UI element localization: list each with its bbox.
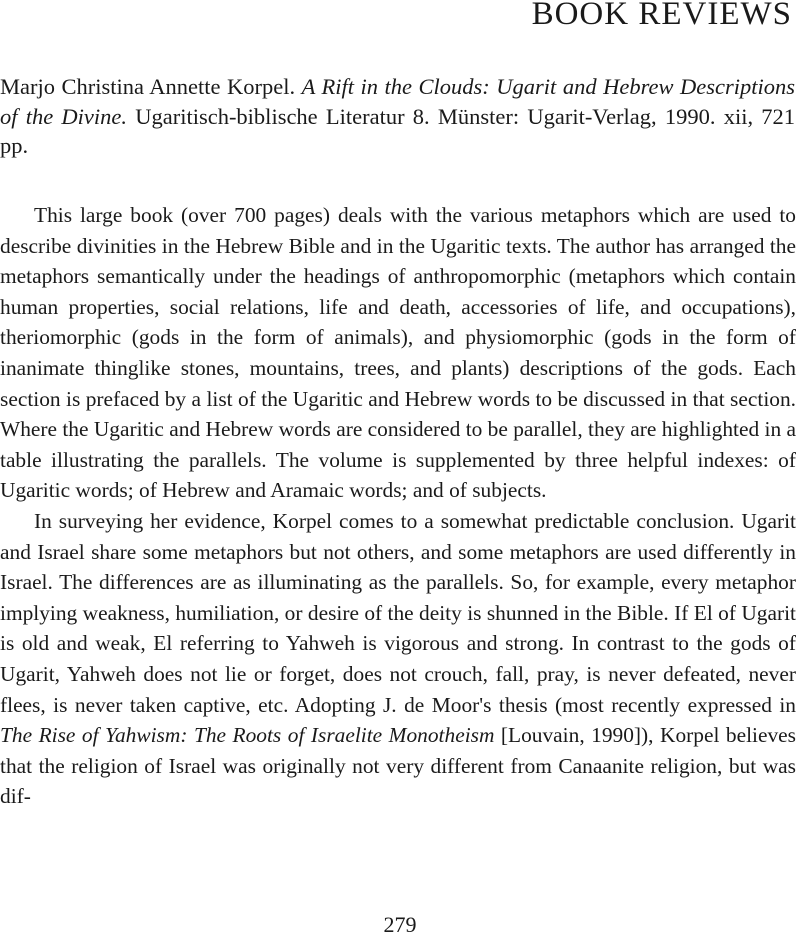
- review-paragraph-2-start: In surveying her evidence, Korpel comes to a somewhat predictable conclusion. Ugarit and Israel share some metaphors but not others, and some metaphors are used differently in Israel. The differences are as illuminating as the parallels. So, for example, every metaphor implying weakness, humiliation, or desire of the deity is shunned in the Bible. If El of Ugarit is old and weak, El referring to Yahweh is vigorous and strong. In contrast to the gods of Ugarit, Yahweh does not lie or forget, does not crouch, fall, pray, is never defeated, never flees, is never taken captive, etc. Adopting J. de Moor's thesis (most recently expressed in: [0, 508, 796, 717]
- citation-title: A Rift in the Clouds: Ugarit and Hebrew Descriptions of the Divine.: [0, 74, 795, 129]
- review-paragraph-1: This large book (over 700 pages) deals with the various metaphors which are used to describe divinities in the Hebrew Bible and in the Ugaritic texts. The author has arranged the metaphors semantically under the headings of anthropomorphic (metaphors which contain human properties, social relations, life and death, accessories of life, and occupations), theriomorphic (gods in the form of animals), and physiomorphic (gods in the form of inanimate thinglike stones, mountains, trees, and plants) descriptions of the gods. Each section is prefaced by a list of the Ugaritic and Hebrew words to be discussed in that section. Where the Ugaritic and Hebrew words are considered to be parallel, they are highlighted in a table illustrating the parallels. The volume is supplemented by three helpful indexes: of Ugaritic words; of Hebrew and Aramaic words; and of subjects.: [0, 203, 796, 503]
- cited-book-title: The Rise of Yahwism: The Roots of Israelite Monotheism: [0, 723, 495, 748]
- citation-publication: Münster: Ugarit-Verlag, 1990. xii, 721 pp.: [0, 103, 796, 158]
- running-head: BOOK REVIEWS: [531, 0, 792, 32]
- book-citation: [0, 72, 795, 161]
- review-paragraph-2-end: [Louvain, 1990]), Korpel believes that the religion of Israel was originally not very different from Canaanite religion, but was dif-: [0, 723, 796, 809]
- review-body: [0, 200, 796, 812]
- review-paragraph-2: [0, 506, 796, 812]
- citation-author: Marjo Christina Annette Korpel.: [0, 74, 296, 99]
- citation-series: Ugaritisch-biblische Literatur 8.: [135, 103, 430, 129]
- page-number: 279: [383, 912, 417, 937]
